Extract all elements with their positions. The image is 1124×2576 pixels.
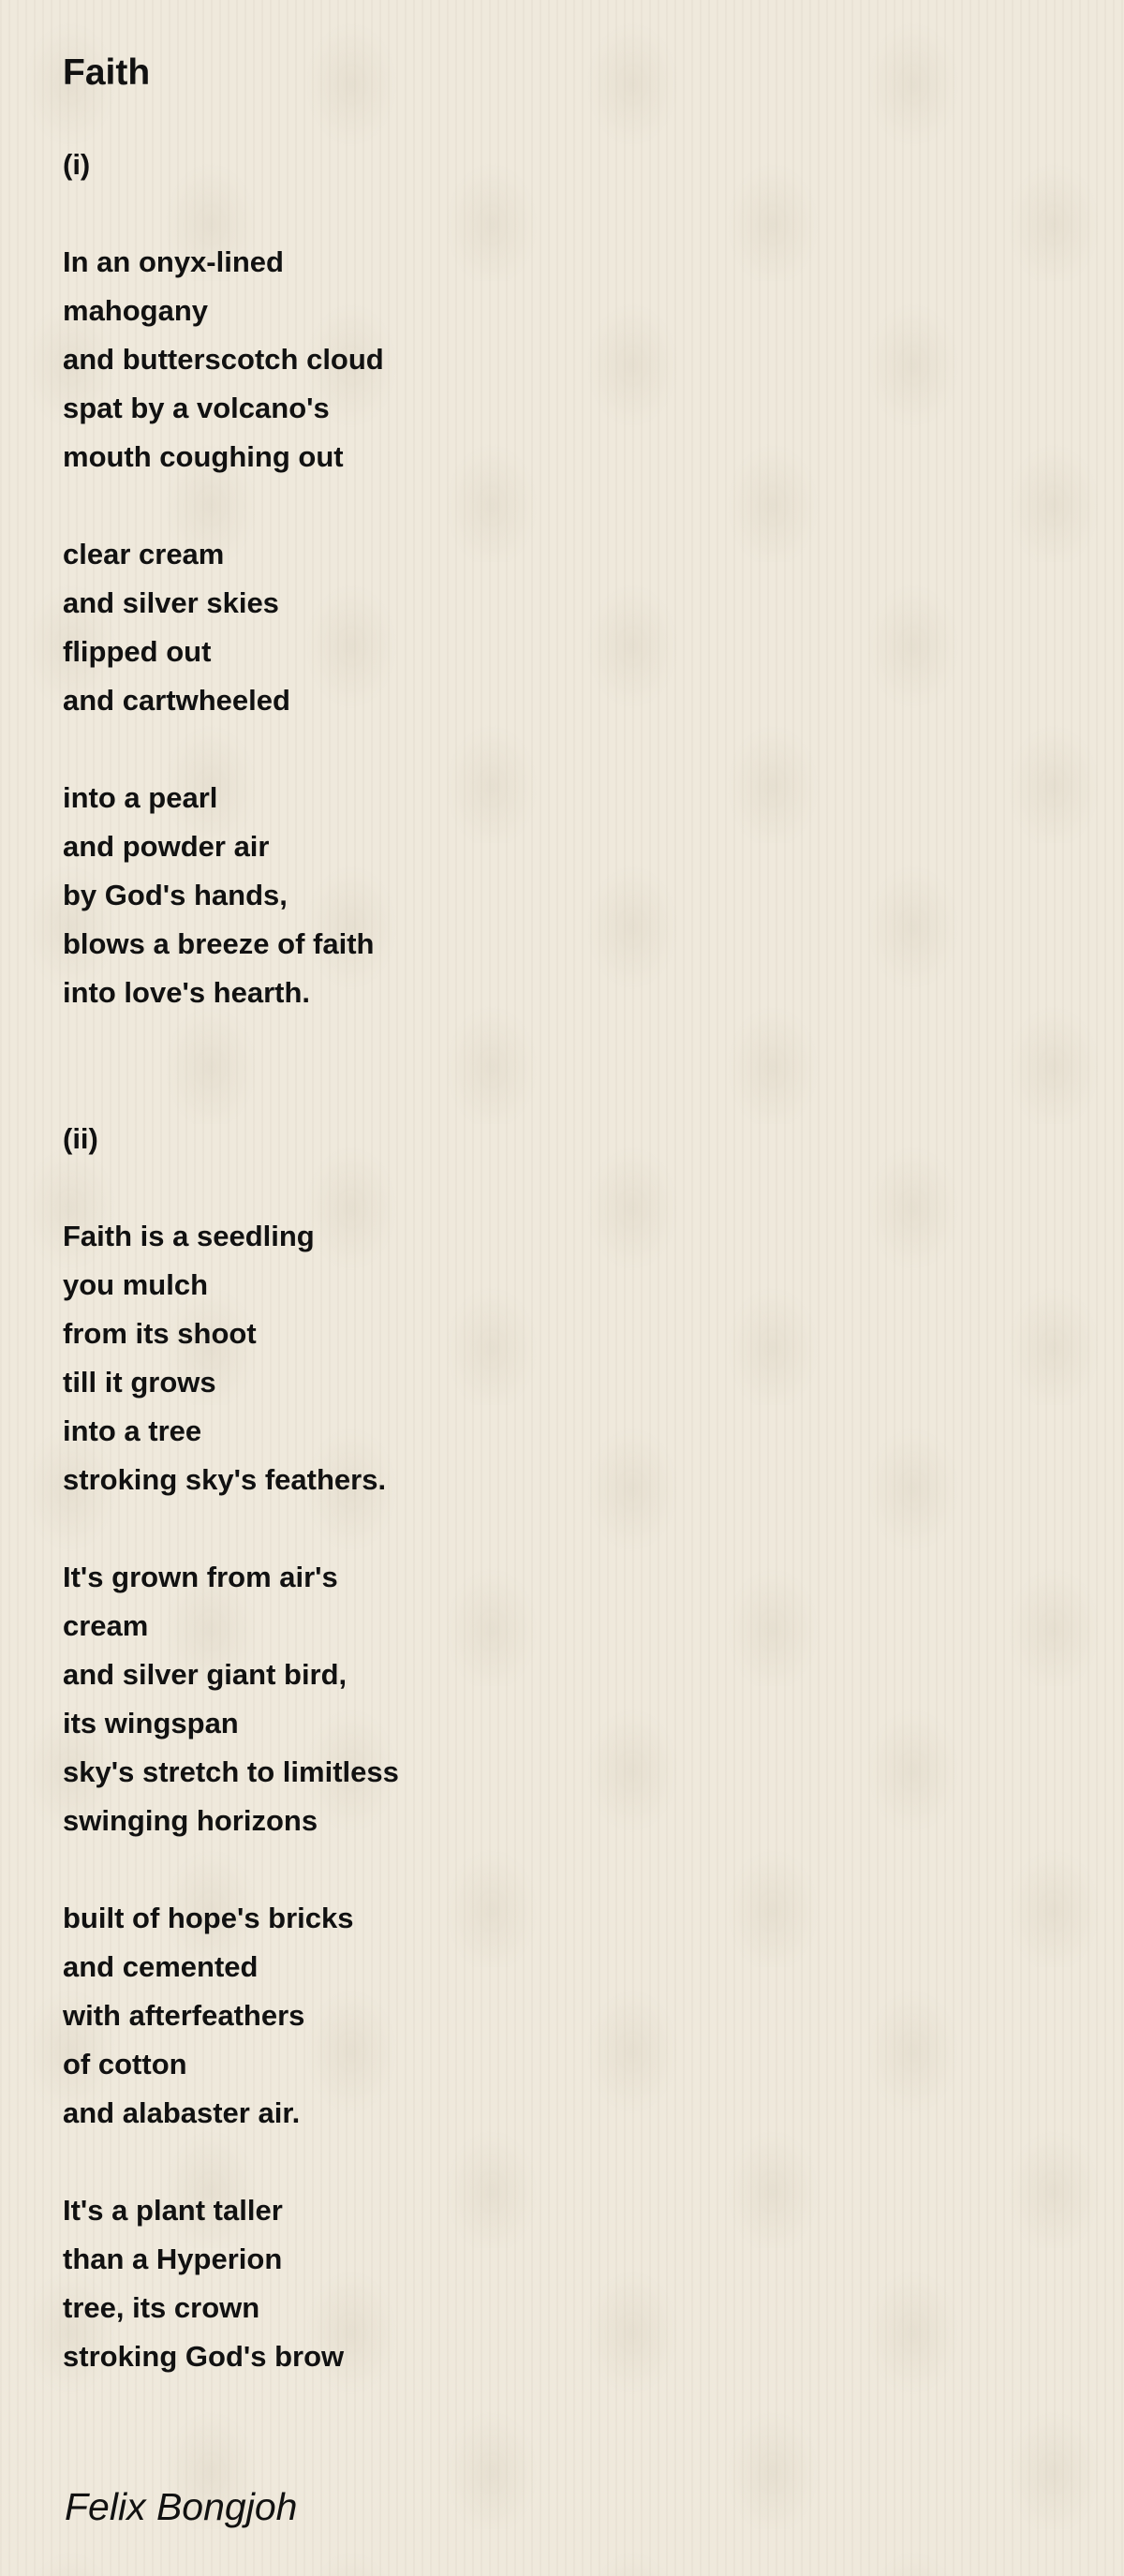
poem-line: stroking sky's feathers. — [63, 1463, 387, 1496]
poem-line: till it grows — [63, 1366, 216, 1399]
poem-author: Felix Bongjoh — [65, 2485, 298, 2528]
poem-line: (i) — [63, 148, 91, 181]
poem-line: It's grown from air's — [63, 1561, 338, 1593]
poem-line: and silver giant bird, — [63, 1658, 348, 1691]
poem-line: with afterfeathers — [63, 1999, 305, 2032]
poem-line: cream — [63, 1609, 149, 1642]
poem-line: built of hope's bricks — [63, 1902, 354, 1934]
stanza-break — [63, 725, 399, 774]
poem-body — [63, 141, 399, 2381]
poem-line: of cotton — [63, 2048, 187, 2080]
poem-line: (ii) — [63, 1122, 98, 1155]
poem-line: sky's stretch to limitless — [63, 1755, 399, 1788]
poem-line: spat by a volcano's — [63, 392, 330, 424]
poem-line: blows a breeze of faith — [63, 927, 375, 960]
poem-line: clear cream — [63, 538, 225, 570]
poem-line: stroking God's brow — [63, 2340, 345, 2373]
poem-line: and butterscotch cloud — [63, 343, 384, 376]
poem-line: It's a plant taller — [63, 2194, 283, 2227]
poem-line: flipped out — [63, 635, 212, 668]
stanza-break — [63, 1504, 399, 1553]
stanza-break — [63, 2138, 399, 2186]
poem-line: you mulch — [63, 1268, 209, 1301]
poem-line: and cartwheeled — [63, 684, 290, 717]
poem-line: In an onyx-lined — [63, 245, 284, 278]
poem-title: Faith — [63, 52, 151, 93]
poem-line: tree, its crown — [63, 2291, 260, 2324]
poem-line: mouth coughing out — [63, 440, 344, 473]
poem-line: than a Hyperion — [63, 2243, 283, 2275]
poem-line: and powder air — [63, 830, 270, 863]
poem-line: by God's hands, — [63, 879, 288, 911]
poem-line: into a tree — [63, 1414, 202, 1447]
poem-line: from its shoot — [63, 1317, 257, 1350]
stanza-break — [63, 1845, 399, 1894]
stanza-break — [63, 189, 399, 238]
stanza-break — [63, 1017, 399, 1066]
stanza-break — [63, 1163, 399, 1212]
poem-line: Faith is a seedling — [63, 1220, 315, 1252]
stanza-break — [63, 1066, 399, 1115]
poem-line: and silver skies — [63, 586, 279, 619]
stanza-break — [63, 481, 399, 530]
poem-line: into love's hearth. — [63, 976, 311, 1009]
poem-line: its wingspan — [63, 1707, 239, 1740]
poem-line: into a pearl — [63, 781, 218, 814]
poem-line: swinging horizons — [63, 1804, 318, 1837]
poem-line: and cemented — [63, 1950, 259, 1983]
poem-line: and alabaster air. — [63, 2096, 301, 2129]
poem-line: mahogany — [63, 294, 209, 327]
